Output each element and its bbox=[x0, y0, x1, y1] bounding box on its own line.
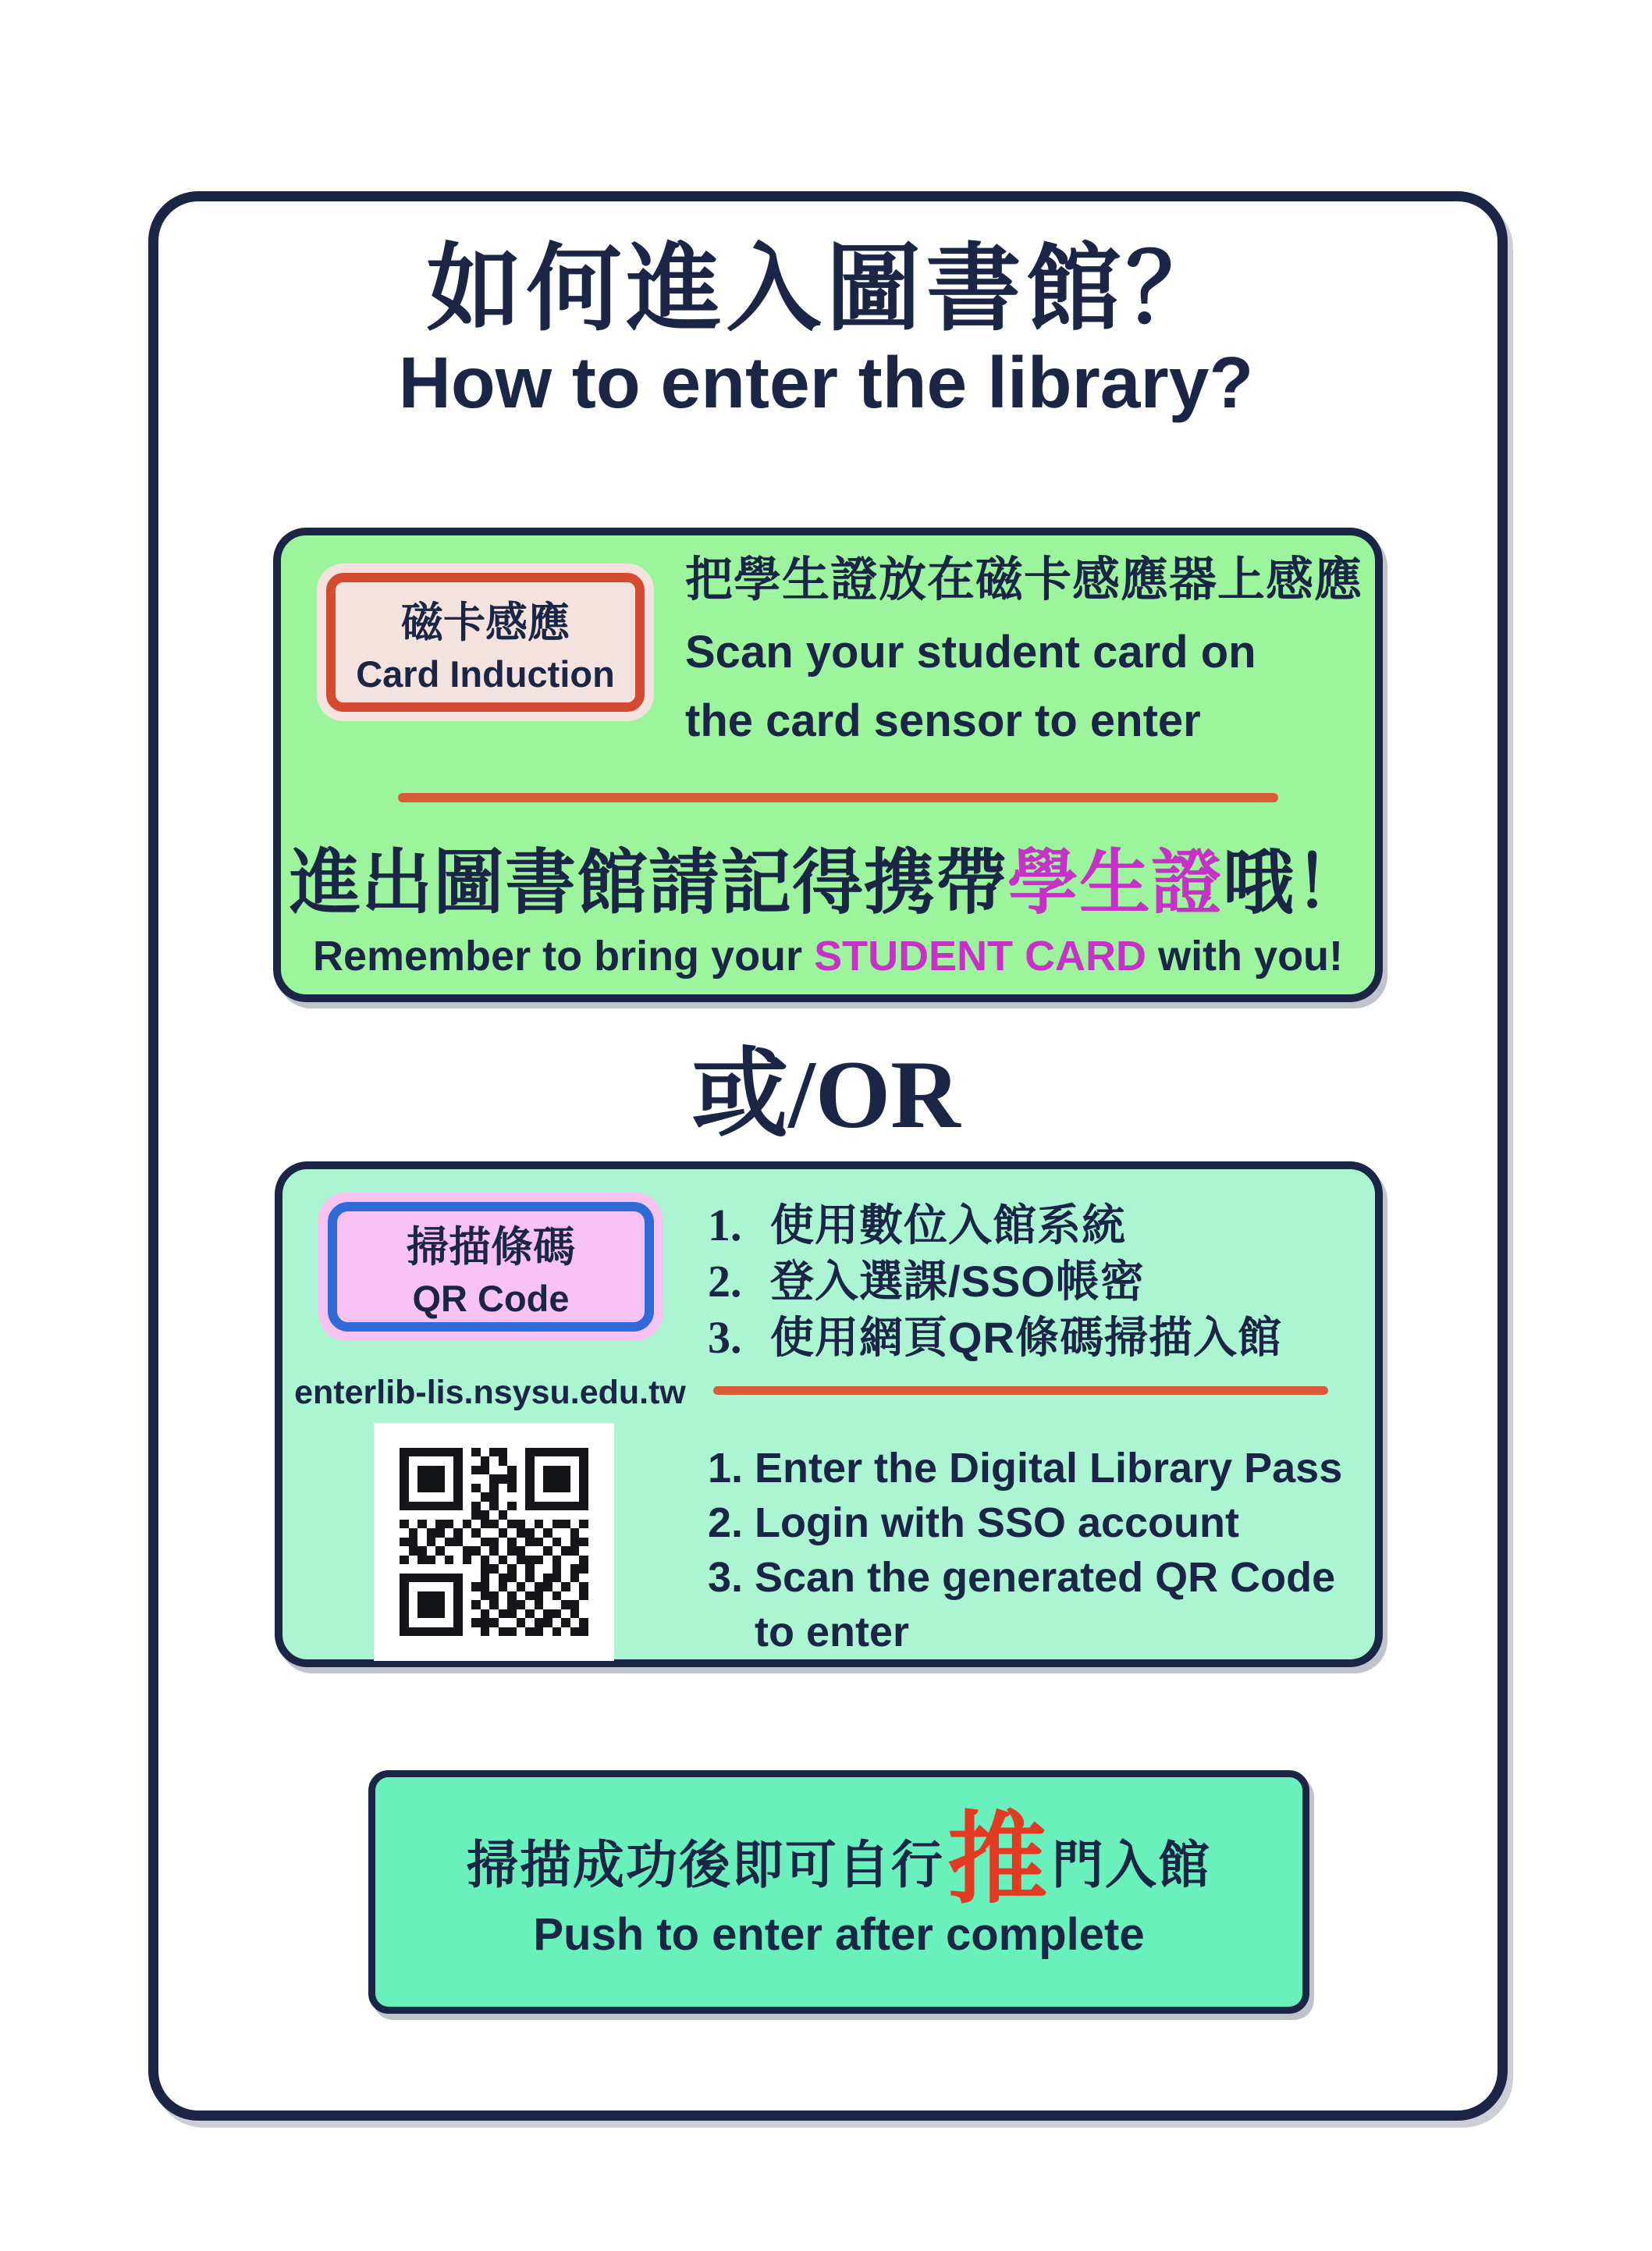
card-instruction-en-line2: the card sensor to enter bbox=[685, 695, 1201, 746]
qr-step-cn-1 bbox=[708, 1191, 1282, 1250]
reminder-en-prefix: Remember to bring your bbox=[312, 933, 815, 980]
qr-badge-label-en: QR Code bbox=[412, 1278, 570, 1319]
step-text: Login with SSO account bbox=[755, 1499, 1239, 1546]
step-text: 登入選課/SSO帳密 bbox=[770, 1257, 1145, 1306]
library-pass-url: enterlib-lis.nsysu.edu.tw bbox=[294, 1374, 686, 1411]
or-divider-label: 或/OR bbox=[691, 1041, 961, 1148]
step-number: 1. bbox=[708, 1200, 742, 1250]
qr-step-en-3 bbox=[708, 1550, 1342, 1659]
divider-line bbox=[398, 793, 1278, 802]
reminder-en-highlight: STUDENT CARD bbox=[814, 933, 1147, 980]
reminder-cn-highlight: 學生證 bbox=[1007, 844, 1223, 923]
title-english: How to enter the library? bbox=[398, 342, 1254, 423]
step-number: 3. bbox=[708, 1554, 744, 1601]
card-induction-label-en: Card Induction bbox=[356, 653, 615, 695]
step-text-line2: to enter bbox=[755, 1609, 910, 1655]
card-induction-label-cn: 磁卡感應 bbox=[401, 599, 570, 646]
qr-steps-chinese bbox=[708, 1191, 1282, 1363]
reminder-cn-suffix: 哦！ bbox=[1223, 844, 1367, 923]
push-to-enter-section bbox=[368, 1770, 1309, 2014]
step-text-line1: Scan the generated QR Code bbox=[755, 1554, 1336, 1601]
qr-code-badge bbox=[318, 1193, 663, 1341]
qr-step-cn-3 bbox=[708, 1303, 1282, 1363]
step-number: 2. bbox=[708, 1256, 742, 1307]
step-text: 使用網頁QR條碼掃描入館 bbox=[770, 1313, 1282, 1362]
card-induction-section bbox=[273, 528, 1383, 1002]
qr-code-modules bbox=[400, 1448, 588, 1637]
qr-code-badge-frame bbox=[328, 1202, 654, 1332]
title-chinese: 如何進入圖書館？ bbox=[426, 237, 1226, 343]
push-cn-prefix: 掃描成功後即可自行 bbox=[466, 1836, 944, 1894]
push-instruction-chinese bbox=[466, 1804, 1211, 1915]
qr-code-image bbox=[374, 1423, 614, 1661]
card-induction-instructions bbox=[685, 548, 1362, 756]
reminder-cn-prefix: 進出圖書館請記得携帶 bbox=[289, 844, 1007, 923]
card-induction-badge-frame bbox=[326, 573, 645, 712]
qr-badge-label-cn: 掃描條碼 bbox=[407, 1224, 575, 1271]
reminder-english bbox=[281, 932, 1375, 980]
card-instruction-cn: 把學生證放在磁卡感應器上感應 bbox=[685, 553, 1363, 606]
reminder-en-suffix: with you! bbox=[1146, 933, 1344, 980]
qr-step-en-2 bbox=[708, 1495, 1342, 1550]
card-induction-badge bbox=[317, 564, 654, 721]
push-instruction-english: Push to enter after complete bbox=[533, 1909, 1145, 1960]
step-text: Enter the Digital Library Pass bbox=[755, 1445, 1343, 1492]
step-text bbox=[755, 1550, 1335, 1659]
step-number: 3. bbox=[708, 1312, 742, 1363]
push-cn-suffix: 門入館 bbox=[1052, 1836, 1211, 1894]
qr-steps-english bbox=[708, 1441, 1342, 1659]
step-text: 使用數位入館系統 bbox=[770, 1200, 1126, 1250]
qr-code-section bbox=[275, 1161, 1383, 1667]
push-cn-highlight: 推 bbox=[947, 1804, 1049, 1915]
card-instruction-en-line1: Scan your student card on bbox=[685, 627, 1256, 677]
qr-step-en-1 bbox=[708, 1441, 1342, 1495]
step-number: 1. bbox=[708, 1445, 744, 1492]
qr-step-cn-2 bbox=[708, 1247, 1282, 1307]
step-number: 2. bbox=[708, 1499, 744, 1546]
divider-line bbox=[713, 1386, 1328, 1395]
reminder-chinese bbox=[281, 826, 1375, 928]
